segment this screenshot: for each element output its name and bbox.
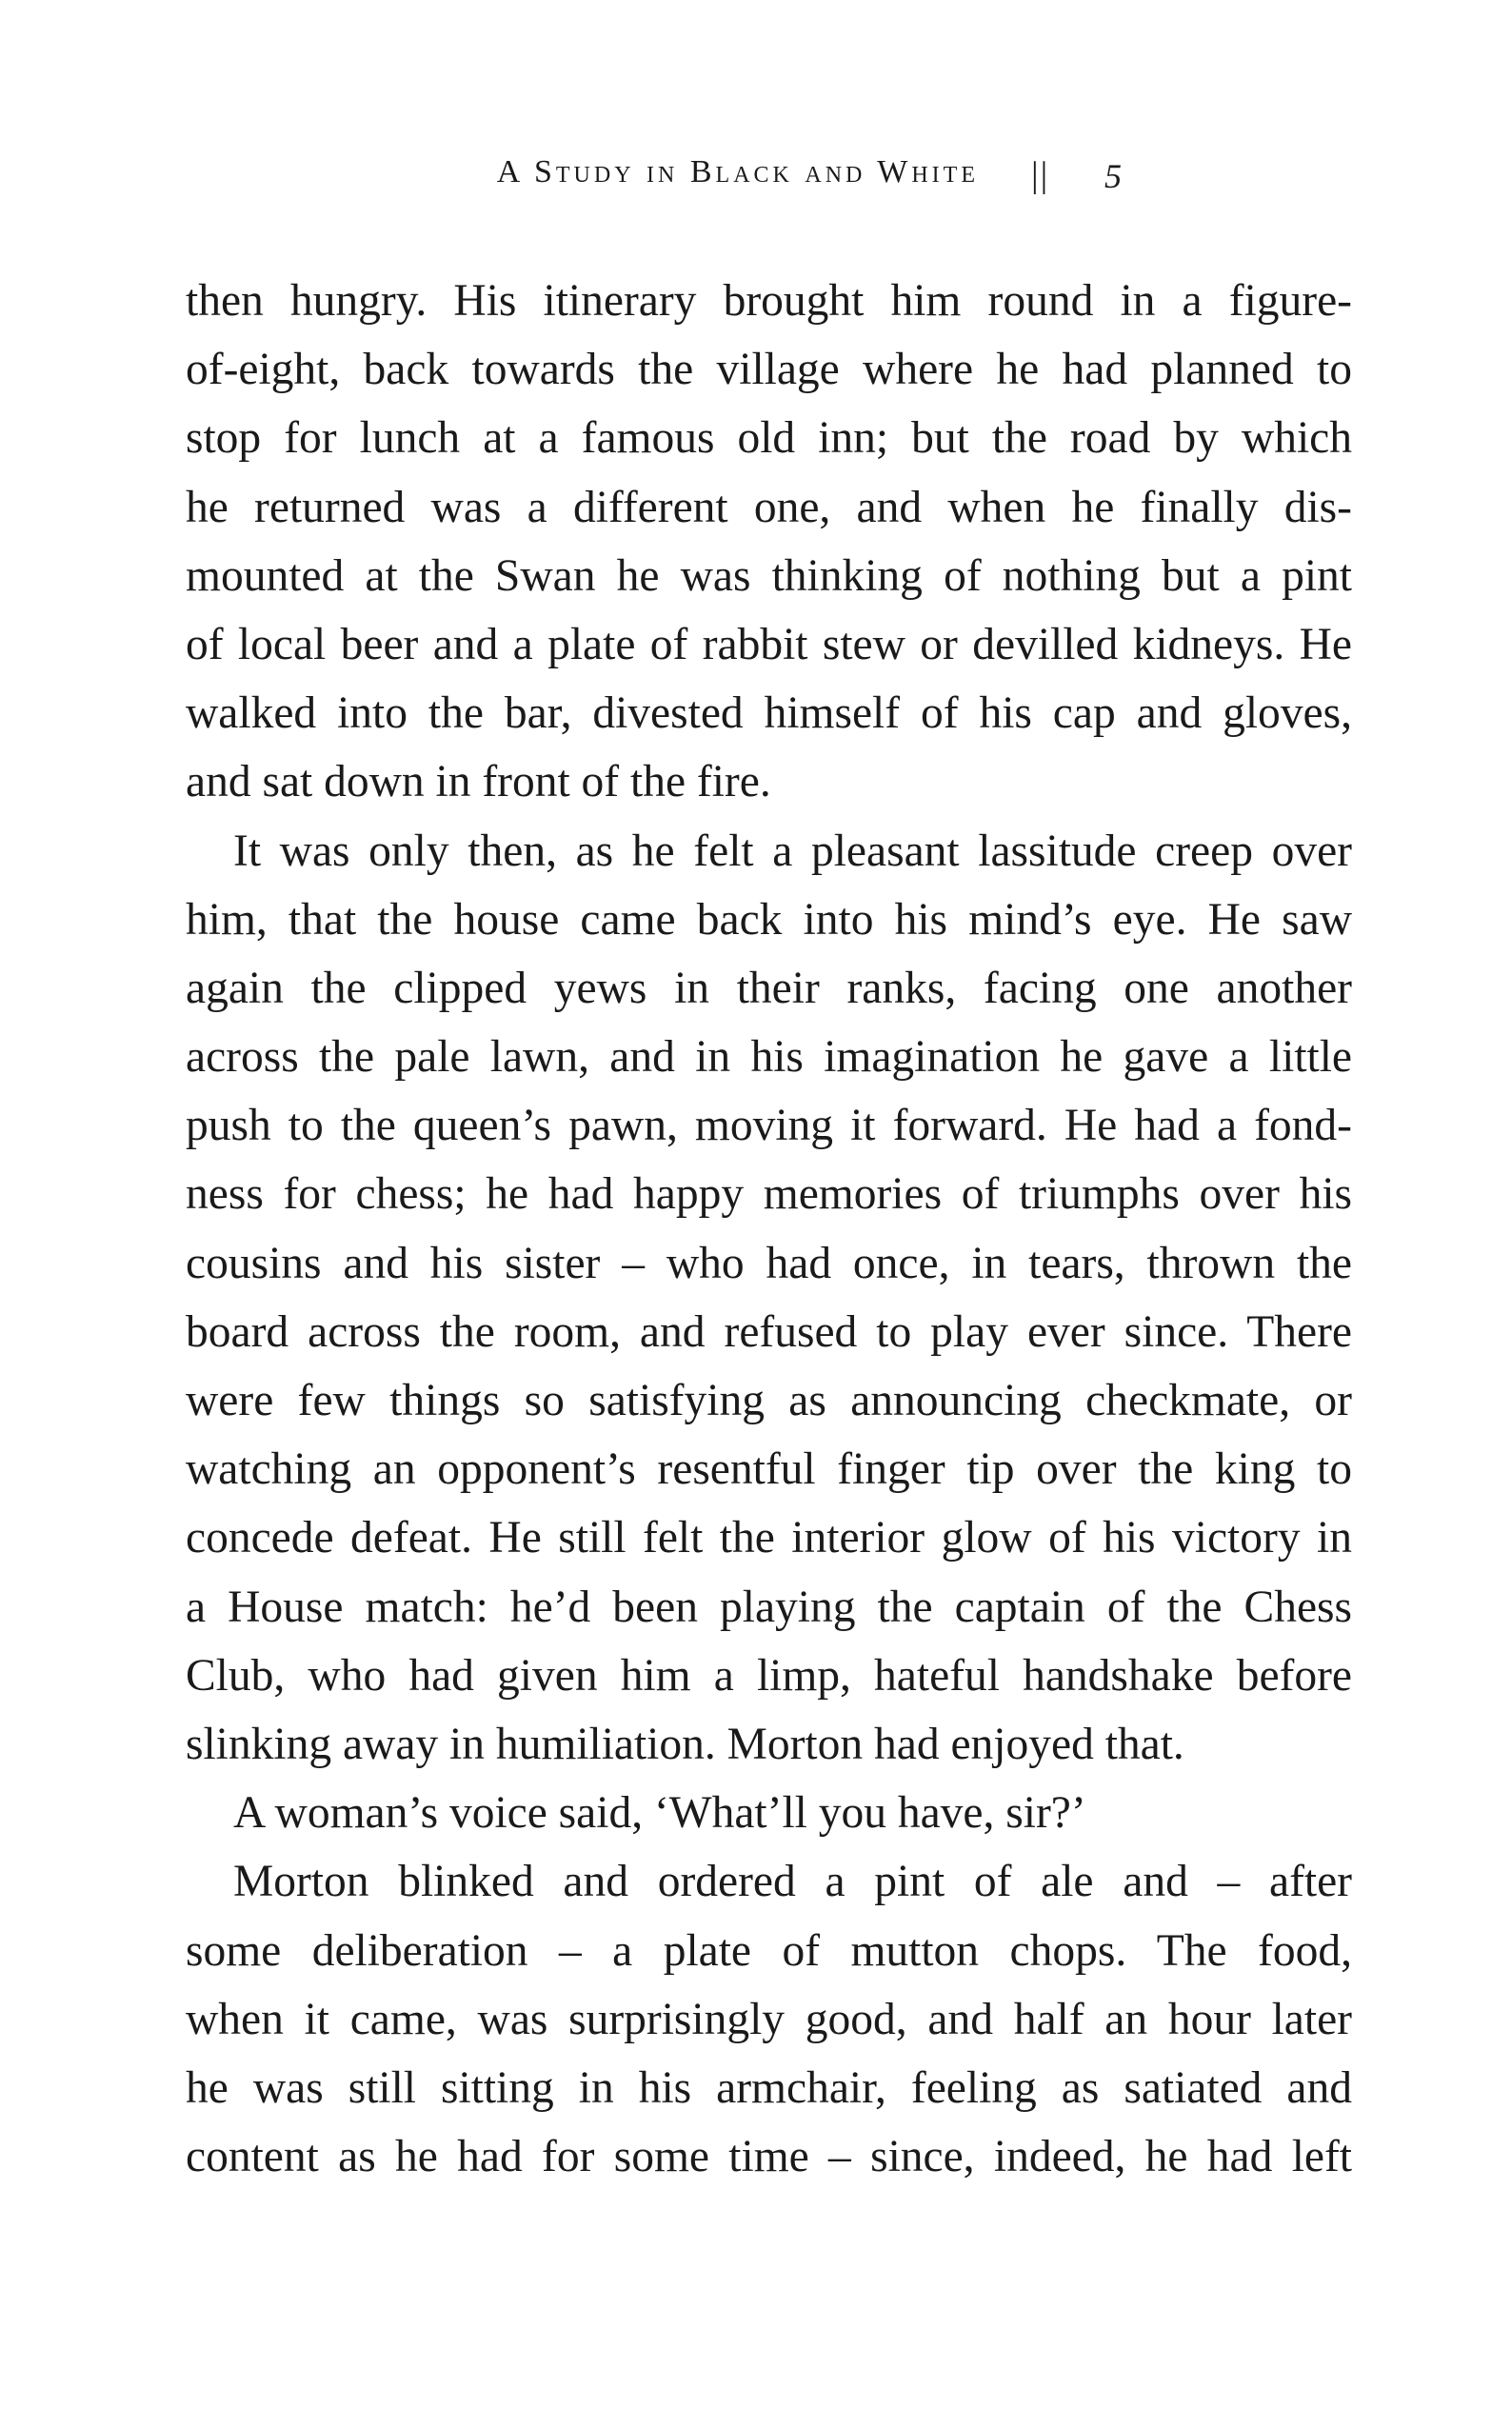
text-line: Morton blinked and ordered a pint of ale and – after xyxy=(233,1857,1352,1907)
text-line: across the pale lawn, and in his imagination he gave a little xyxy=(186,1032,1352,1083)
text-line: a House match: he’d been playing the captain of the Chess xyxy=(186,1582,1352,1632)
text-line: again the clipped yews in their ranks, facing one another xyxy=(186,963,1352,1013)
text-line: Club, who had given him a limp, hateful handshake before xyxy=(186,1650,1352,1701)
text-line: board across the room, and refused to play ever since. There xyxy=(186,1306,1352,1357)
text-line: mounted at the Swan he was thinking of nothing but a pint xyxy=(186,550,1352,601)
text-line: watching an opponent’s resentful finger tip over the king to xyxy=(186,1444,1352,1495)
text-line: content as he had for some time – since, indeed, he had left xyxy=(186,2132,1352,2182)
text-line: when it came, was surprisingly good, and half an hour later xyxy=(186,1994,1352,2044)
text-line: slinking away in humiliation. Morton had enjoyed that. xyxy=(186,1719,1184,1769)
text-line: stop for lunch at a famous old inn; but the road by which xyxy=(186,413,1352,464)
text-line: him, that the house came back into his mind’s eye. He saw xyxy=(186,894,1352,945)
text-line: ness for chess; he had happy memories of triumphs over his xyxy=(186,1169,1352,1220)
text-line: he was still sitting in his armchair, feeling as satiated and xyxy=(186,2062,1352,2113)
text-line: walked into the bar, divested himself of his cap and gloves, xyxy=(186,688,1352,739)
body-text xyxy=(186,267,1352,2191)
text-line: concede defeat. He still felt the interior glow of his victory in xyxy=(186,1513,1352,1563)
text-line: It was only then, as he felt a pleasant lassitude creep over xyxy=(233,826,1352,876)
text-line: he returned was a different one, and when he finally dis- xyxy=(186,482,1352,532)
running-head xyxy=(0,154,1512,202)
text-line: cousins and his sister – who had once, in tears, thrown the xyxy=(186,1238,1352,1288)
text-line: push to the queen’s pawn, moving it forward. He had a fond- xyxy=(186,1101,1352,1151)
text-line: A woman’s voice said, ‘What’ll you have, sir?’ xyxy=(233,1788,1086,1839)
text-line: of local beer and a plate of rabbit stew or devilled kidneys. He xyxy=(186,619,1352,669)
text-line: some deliberation – a plate of mutton chops. The food, xyxy=(186,1925,1352,1976)
text-line: and sat down in front of the fire. xyxy=(186,757,771,807)
running-title: A Study in Black and White xyxy=(496,154,979,189)
header-separator: || xyxy=(1031,155,1050,195)
text-line: then hungry. His itinerary brought him round in a figure- xyxy=(186,276,1352,326)
text-line: were few things so satisfying as announcing checkmate, or xyxy=(186,1376,1352,1425)
page-number: 5 xyxy=(1104,157,1122,195)
text-line: of-eight, back towards the village where he had planned to xyxy=(186,345,1352,395)
